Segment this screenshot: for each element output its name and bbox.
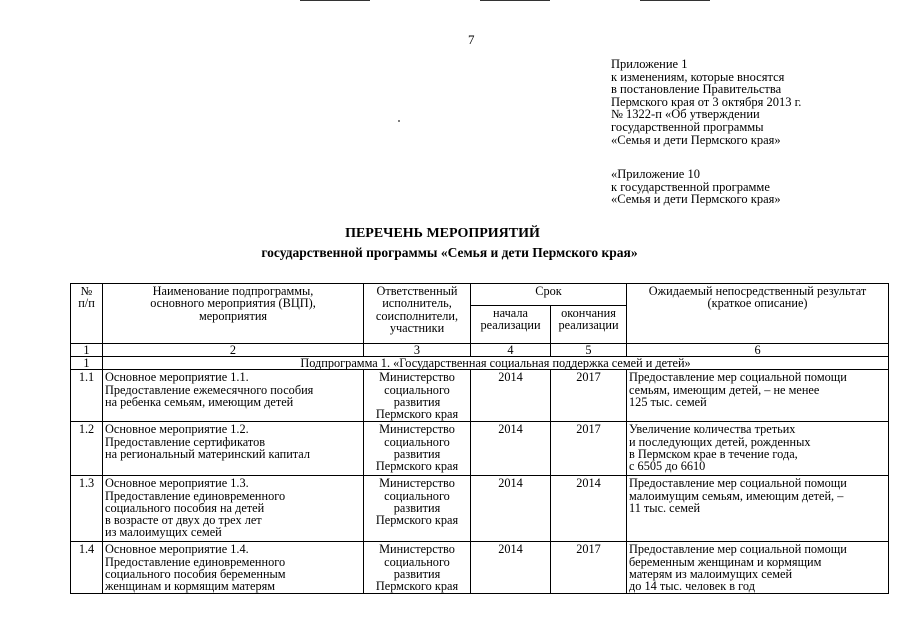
header-num: № п/п [71,284,103,344]
header-end: окончания реализации [551,306,627,344]
row-num: 1.3 [71,476,103,542]
scan-speck [398,120,400,122]
header-term: Срок [471,284,627,306]
row-num: 1.4 [71,542,103,594]
appendix-10-note: «Приложение 10 к государственной программе «Семья и дети Пермского края» [611,167,781,207]
top-rule-2 [480,0,550,1]
top-rule-3 [640,0,710,1]
col-number-3: 3 [364,344,471,357]
row-measure-name: Основное мероприятие 1.1. Предоставление ежемесячного пособия на ребенка семьям, имеющим детей [103,370,364,422]
row-measure-name: Основное мероприятие 1.3. Предоставление единовременного социального пособия на детей в возрасте от двух до трех лет из малоимущих семей [103,476,364,542]
col-number-1: 1 [71,344,103,357]
table-row [71,370,889,422]
measures-table [70,283,889,594]
header-responsible: Ответственный исполнитель, соисполнители, участники [364,284,471,344]
document-subtitle: государственной программы «Семья и дети Пермского края» [261,245,638,260]
appendix-note: Приложение 1 к изменениям, которые вносятся в постановление Правительства Пермского края от 3 октября 2013 г. № 1322-п «Об утверждении государственной программы «Семья и дети Пермского края» [611,57,802,147]
row-result: Предоставление мер социальной помощи малоимущим семьям, имеющим детей, – 11 тыс. семей [627,476,889,542]
row-start-year: 2014 [471,370,551,422]
row-end-year: 2017 [551,370,627,422]
row-result: Предоставление мер социальной помощи беременным женщинам и кормящим матерям из малоимущих семей до 14 тыс. человек в год [627,542,889,594]
row-responsible: Министерство социального развития Пермского края [364,476,471,542]
row-start-year: 2014 [471,476,551,542]
page-number: 7 [468,32,475,47]
col-number-6: 6 [627,344,889,357]
row-start-year: 2014 [471,542,551,594]
top-rule-1 [300,0,370,1]
subprogram-num: 1 [71,357,103,370]
row-responsible: Министерство социального развития Пермского края [364,542,471,594]
row-num: 1.1 [71,370,103,422]
column-number-row [71,344,889,357]
row-end-year: 2014 [551,476,627,542]
document-title: ПЕРЕЧЕНЬ МЕРОПРИЯТИЙ [345,226,540,241]
row-result: Увеличение количества третьих и последующих детей, рожденных в Пермском крае в течение года, с 6505 до 6610 [627,422,889,476]
subprogram-title: Подпрограмма 1. «Государственная социальная поддержка семей и детей» [103,357,889,370]
row-measure-name: Основное мероприятие 1.4. Предоставление единовременного социального пособия беременным женщинам и кормящим матерям [103,542,364,594]
row-start-year: 2014 [471,422,551,476]
col-number-2: 2 [103,344,364,357]
subprogram-row [71,357,889,370]
row-responsible: Министерство социального развития Пермского края [364,422,471,476]
header-name: Наименование подпрограммы, основного мероприятия (ВЦП), мероприятия [103,284,364,344]
table-row [71,476,889,542]
col-number-4: 4 [471,344,551,357]
row-end-year: 2017 [551,542,627,594]
table-row [71,542,889,594]
row-measure-name: Основное мероприятие 1.2. Предоставление сертификатов на региональный материнский капитал [103,422,364,476]
row-responsible: Министерство социального развития Пермского края [364,370,471,422]
table-row [71,422,889,476]
header-start: начала реализации [471,306,551,344]
header-result: Ожидаемый непосредственный результат (краткое описание) [627,284,889,344]
row-num: 1.2 [71,422,103,476]
table-header-row [71,284,889,306]
row-end-year: 2017 [551,422,627,476]
col-number-5: 5 [551,344,627,357]
row-result: Предоставление мер социальной помощи семьям, имеющим детей, – не менее 125 тыс. семей [627,370,889,422]
